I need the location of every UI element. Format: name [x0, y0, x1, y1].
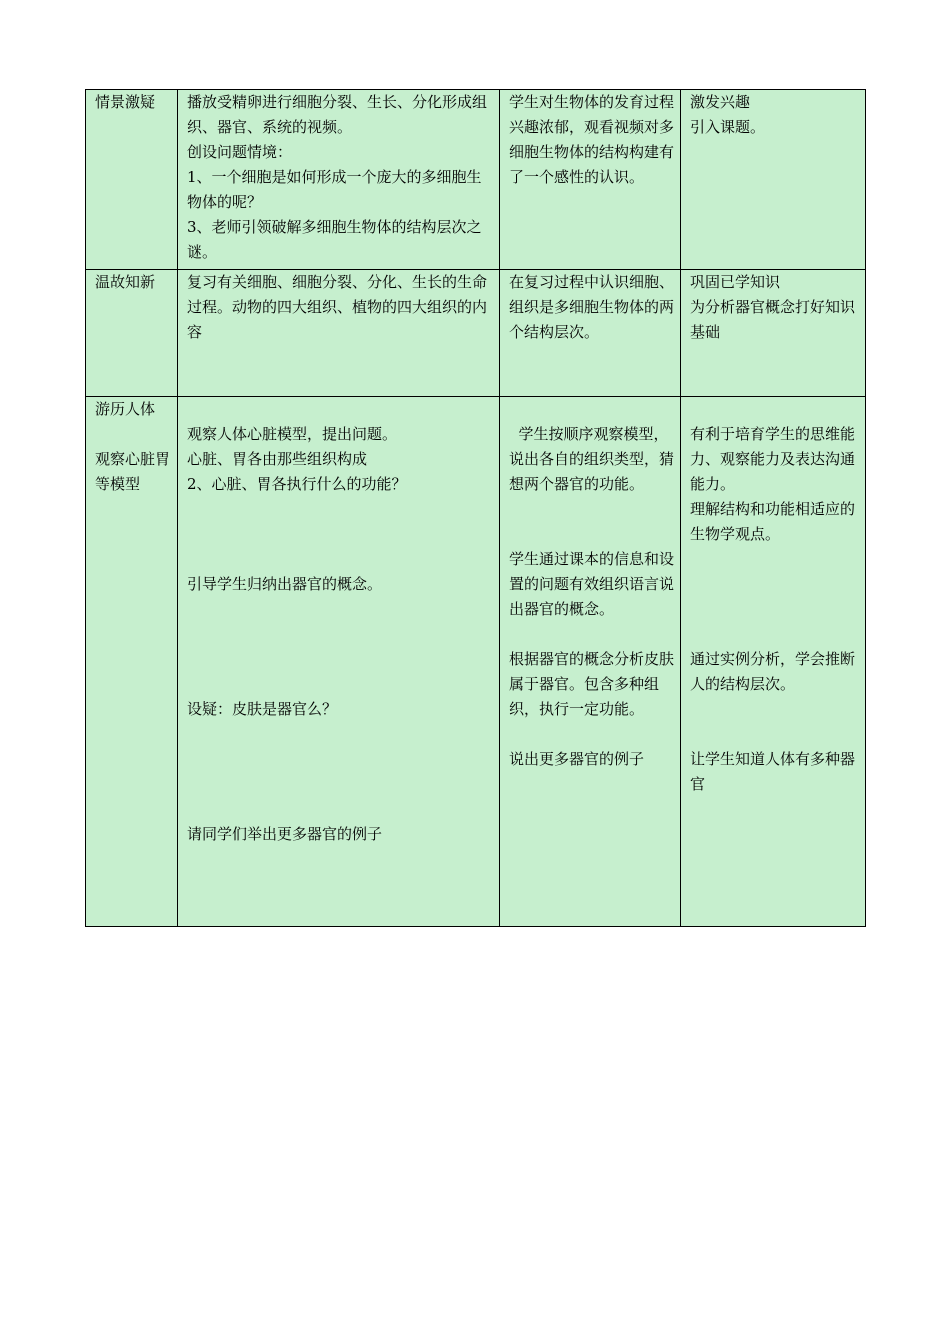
teacher-activity-cell — [178, 270, 500, 397]
stage-label: 温故知新 — [95, 273, 156, 291]
stage-cell — [86, 270, 178, 397]
intent-text: 为分析器官概念打好知识基础 — [690, 298, 856, 341]
student-activity-cell — [500, 397, 681, 927]
stage-cell — [86, 397, 178, 927]
student-text: 在复习过程中认识细胞、组织是多细胞生物体的两个结构层次。 — [509, 273, 675, 341]
student-text: 学生对生物体的发育过程兴趣浓郁，观看视频对多细胞生物体的结构构建有了一个感性的认识。 — [509, 93, 675, 186]
table-row — [86, 270, 866, 397]
student-text: 学生通过课本的信息和设置的问题有效组织语言说出器官的概念。 — [509, 550, 675, 618]
teacher-activity-cell — [178, 90, 500, 270]
teacher-text: 2、心脏、胃各执行什么的功能？ — [187, 475, 407, 493]
stage-label: 游历人体 — [95, 400, 156, 418]
intent-text: 巩固已学知识 — [690, 273, 781, 291]
intent-text: 理解结构和功能相适应的生物学观点。 — [690, 500, 856, 543]
student-text: 说出更多器官的例子 — [509, 750, 645, 768]
intent-text: 通过实例分析，学会推断人的结构层次。 — [690, 650, 856, 693]
intent-text: 有利于培育学生的思维能力、观察能力及表达沟通能力。 — [690, 425, 856, 493]
student-text: 根据器官的概念分析皮肤属于器官。包含多种组织，执行一定功能。 — [509, 650, 675, 718]
teacher-text: 创设问题情境： — [187, 143, 293, 161]
table-row — [86, 90, 866, 270]
student-text: 学生按顺序观察模型，说出各自的组织类型，猜想两个器官的功能。 — [509, 425, 675, 493]
teacher-text: 1、一个细胞是如何形成一个庞大的多细胞生物体的呢？ — [187, 168, 482, 211]
teacher-activity-cell — [178, 397, 500, 927]
table-row — [86, 397, 866, 927]
stage-label: 观察心脏胃等模型 — [95, 450, 171, 493]
teacher-text: 播放受精卵进行细胞分裂、生长、分化形成组织、器官、系统的视频。 — [187, 93, 488, 136]
teacher-text: 3、老师引领破解多细胞生物体的结构层次之谜。 — [187, 218, 482, 261]
stage-cell — [86, 90, 178, 270]
lesson-plan-table — [85, 89, 866, 927]
student-activity-cell — [500, 270, 681, 397]
design-intent-cell — [681, 397, 866, 927]
intent-text: 让学生知道人体有多种器官 — [690, 750, 856, 793]
stage-label: 情景激疑 — [95, 93, 156, 111]
teacher-text: 复习有关细胞、细胞分裂、分化、生长的生命过程。动物的四大组织、植物的四大组织的内容 — [187, 273, 488, 341]
teacher-text: 设疑：皮肤是器官么？ — [187, 700, 338, 718]
student-activity-cell — [500, 90, 681, 270]
design-intent-cell — [681, 270, 866, 397]
teacher-text: 心脏、胃各由那些组织构成 — [187, 450, 368, 468]
intent-text: 引入课题。 — [690, 118, 766, 136]
design-intent-cell — [681, 90, 866, 270]
intent-text: 激发兴趣 — [690, 93, 751, 111]
teacher-text: 引导学生归纳出器官的概念。 — [187, 575, 383, 593]
teacher-text: 观察人体心脏模型，提出问题。 — [187, 425, 398, 443]
teacher-text: 请同学们举出更多器官的例子 — [187, 825, 383, 843]
